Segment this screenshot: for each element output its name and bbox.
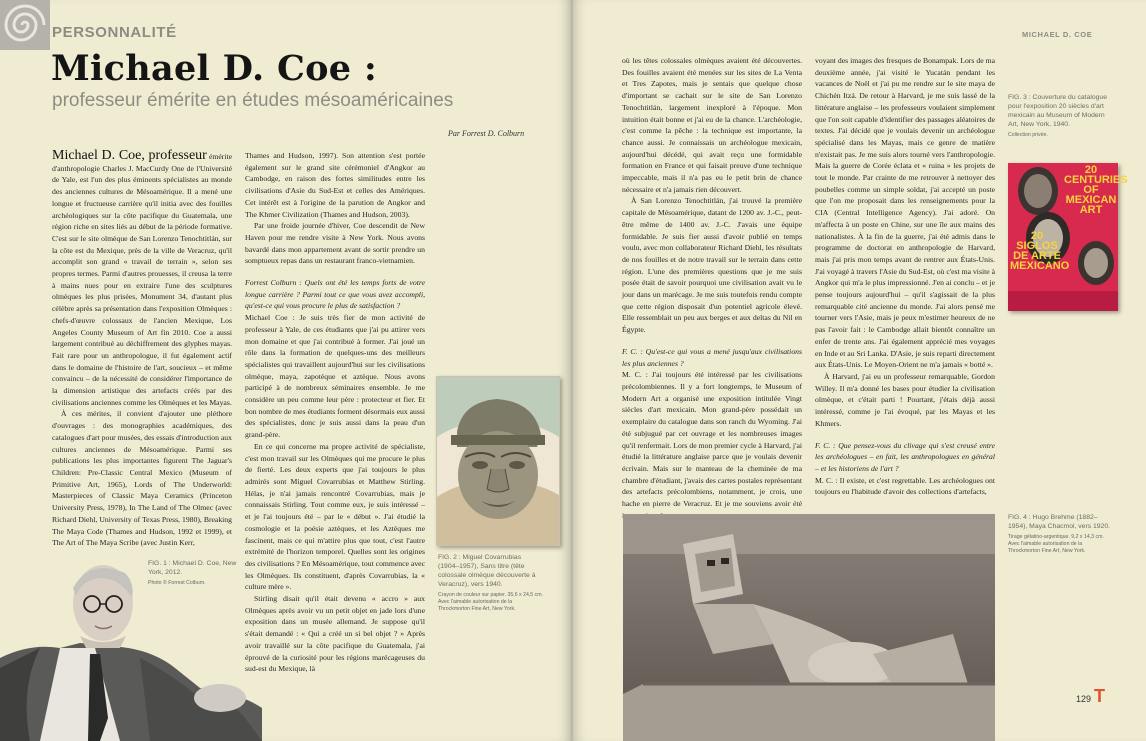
lead-in: Michael D. Coe, professeur: [52, 148, 207, 163]
figure-4-chacmool-photo: [623, 514, 995, 741]
text-column-4: [815, 55, 995, 510]
paragraph: où les têtes colossales olmèques avaient été découvertes. Des fouilles avaient été menées sur les sites de La Venta et Tres Zapotes, mais je sentais que quelque chose d'important se cachait sur le site de San Lorenzo Tenochtitlán, largement inexploré à l'époque. Mon intuition était bonne et j'ai eu de la chance. L'archéologie, c'est comme la pêche : la technique est importante, la chance aussi. Je connaissais un archéologue mexicain, aujourd'hui décédé, qui avait reçu une formidable formation en France et qui faisait preuve d'une technique impeccable, mais il n'a pas eu le petit brin de chance nécessaire et n'a jamais rien découvert.: [622, 56, 802, 194]
interview-answer: Michael Coe : Je suis très fier de mon activité de professeur à Yale, de ces étudiants que j'ai pu attirer vers mon domaine et que j'ai contribué à former. J'ai joué un rôle dans la formation de quelques-uns des meilleurs spécialistes qui travaillent aujourd'hui sur les civilisations olmèque, maya, zapotèque et aztèque. Nous avons participé à de nombreux séminaires ensemble. Je me considère un peu comme leur père : protecteur et fier. Et bon nombre de mes étudiants forment désormais eux aussi des spécialistes, donc je suis aussi dans la peau d'un grand-père.: [245, 313, 425, 440]
article-title: Michael D. Coe :: [51, 48, 378, 89]
figure-2-drawing: [436, 376, 560, 546]
paragraph: Thames and Hudson, 1997). Son attention s'est portée également sur le grand site cérémoniel d'Angkor au Cambodge, en raison des fortes similitudes entre les civilisations d'Asie du Sud-Est et celles des Amériques. Cet intérêt est à l'origine de la parution de Angkor and The Khmer Civilization (Thames and Hudson, 2003).: [245, 151, 425, 219]
caption-credit: Crayon de couleur sur papier. 35,6 x 24,5 cm. Avec l'aimable autorisation de la Throckmorton Fine Art, New York.: [438, 592, 543, 612]
poster-title-english: 20 CENTURIES OF MEXICAN ART: [1064, 164, 1128, 216]
caption-text: FIG. 3 : Couverture du catalogue pour l'exposition 20 siècles d'art mexicain au Museum of Modern Art, New York, 1940.: [1008, 94, 1107, 128]
interview-question: F. C. : Que pensez-vous du clivage qui s'est creusé entre les archéologues – en fait, les anthropologues en général – et les historiens de l'art ?: [815, 440, 995, 473]
caption-text: FIG. 1 : Michael D. Coe, New York, 2012.: [148, 560, 237, 576]
interview-question: F. C. : Qu'est-ce qui vous a mené jusqu'aux civilisations les plus anciennes ?: [622, 346, 802, 368]
page-number: 129: [1076, 694, 1092, 704]
figure-3-caption: [1008, 93, 1108, 139]
paragraph: À ces mérites, il convient d'ajouter une pléthore d'ouvrages : des monographies académiques, des catalogues d'art pour musées, des essais d'introduction aux cultures anciennes de Mésoamérique. Parmi ses publications les plus importantes figurent The Jaguar's Children: Pre-Classic Central Mexico (Museum of Primitive Art, 1965), Lords of The Underworld: Masterpieces of Classic Maya Ceramics (Princeton University Press, 1978), In The Land of The Olmec (avec Richard Diehl, University of Texas Press, 1980), Breaking The Maya Code (Thames and Hudson, 1992 et 1999), et The Art of The Maya Scribe (avec Justin Kerr,: [52, 409, 232, 548]
article-subtitle: professeur émérite en études mésoaméricaines: [52, 90, 454, 111]
byline: Par Forrest D. Colburn: [448, 129, 525, 138]
paragraph: voyant des images des fresques de Bonampak. Lors de ma deuxième année, j'ai visité le Yucatán pendant les vacances de Noël et j'ai pu me rendre sur le site maya de Chichén Itzá. De retour à Harvard, je me suis lassé de la littérature anglaise – les professeurs voulaient simplement que l'on soit capable d'identifier des passages aléatoires de textes. J'ai décidé que je voulais devenir un archéologue spécialisé dans les Mayas, mais ce genre de matière n'existait pas. Je me suis alors tourné vers l'anthropologie. Mais la guerre de Corée éclata et « ruina » les projets de tout le monde. Par crainte de me retrouver à nettoyer des poubelles comme un simple soldat, j'ai accepté un poste que l'on me proposait dans les renseignements pour la CIA (Central Intelligence Agency). J'ai adoré. On m'affecta à un poste en Chine, sur une île aux mains des nationalistes. À la fin de la guerre, j'ai été admis dans le programme de doctorat en anthropologie de Harvard, mais j'ai pris mon temps avant de rentrer aux États-Unis. J'ai voyagé à travers l'Asie du Sud-Est, où c'est ma visite à Angkor qui m'a le plus impressionné. J'en ai conclu – et je pense toujours aujourd'hui – qu'il s'agissait de la plus remarquable cité ancienne du monde. J'ai alors pensé me tourner vers l'Asie, mais je peux m'estimer heureux de ne pas l'avoir fait : le Cambodge allait bientôt connaître un enfer de trente ans. J'ai également apprécié mes voyages en Inde et au Sri Lanka. D'Asie, je suis reparti directement aux États-Unis. Le Moyen-Orient ne m'a jamais « botté ».: [815, 56, 995, 370]
caption-credit: Tirage gélatino-argentique. 9,2 x 14,3 cm. Avec l'aimable autorisation de la Throckmorton Fine Art, New York.: [1008, 534, 1104, 554]
figure-4-caption: [1008, 513, 1113, 554]
magazine-logo: T: [1094, 686, 1105, 706]
paragraph: À San Lorenzo Tenochtitlán, j'ai trouvé la première capitale de Mésoamérique, datant de 1200 av. J.-C., peut-être même de 1400 av. J.-C. J'avais une équipe formidable. Je suis fier aussi d'avoir publié en temps voulu, avec mon collaborateur Richard Diehl, les résultats de nos fouilles et de notre travail sur le terrain dans cette région. L'une des premières questions que je me suis posée était de savoir pourquoi une civilisation avait vu le jour dans un marécage. Je me suis toutefois rendu compte que cette région disposait d'un potentiel agricole élevé. Elle ressemblait un peu aux berges et aux deltas du Nil en Égypte.: [622, 196, 802, 335]
interview-answer: M. C. : J'ai toujours été intéressé par les civilisations précolombiennes. Il y a fort longtemps, le Museum of Modern Art a organisé une exposition intitulée Vingt siècles d'art mexicain. Mon grand-père possédait un exemplaire du catalogue dans son ranch du Wyoming. J'ai été subjugué par cet ouvrage et les nombreuses images qu'il renfermait. Lors de mon premier cycle à Harvard, j'ai étudié la littérature anglaise parce que je voulais devenir écrivain. Mais sur le manteau de la cheminée de ma chambre d'étudiant, j'avais des cartes postales représentant des artefacts précolombiens, notamment, je crois, une hache en pierre de Veracruz. Et je me souviens avoir été: [622, 370, 802, 509]
paragraph: À Harvard, j'ai eu un professeur remarquable, Gordon Willey. Il m'a donné les bases pour étudier la civilisation olmèque, et c'était parti ! Pourtant, j'étais déjà aussi intéressé, comme je l'ai évoqué, par les Mayas et les Khmers.: [815, 371, 995, 428]
text-column-2: [245, 150, 425, 674]
olmec-head-illustration: [437, 377, 559, 545]
spiral-logo-icon: [0, 0, 50, 50]
paragraph: Par une froide journée d'hiver, Coe descendit de New Haven pour me rendre visite à New York. Nous avons bavardé dans mon appartement avant de sortir prendre un somptueux repas dans un restaurant franco-vietnamien.: [245, 221, 425, 266]
text-column-1: [52, 150, 232, 550]
paragraph: Stirling disait qu'il était devenu « accro » aux Olmèques après avoir vu un petit objet en jade lors d'une exposition dans un musée allemand. Je suppose qu'il s'était demandé : « Qui a créé un si bel objet ? » Après avoir travaillé sur la côte pacifique du Guatemala, j'ai éprouvé de la curiosité pour les régions marécageuses du sud-est du Mexique, là: [245, 594, 425, 674]
text-column-3: [622, 55, 802, 515]
paragraph: En ce qui concerne ma propre activité de spécialiste, c'est mon travail sur les Olmèques qui me procure le plus de fierté. Les deux experts que j'ai toujours le plus admirés sont Miguel Covarrubias et Matthew Stirling. Hélas, je n'ai jamais rencontré Covarrubias, mais je connaissais Stirling. Tout comme eux, je suis intéressé – et je l'ai toujours été – par le « début ». J'ai étudié la cosmologie et la poésie aztèques, et les Aztèques me fascinent, mais ce qui m'attire plus que tout, c'est l'autre extrémité de l'horizon temporel. Quelles sont les origines des civilisations ? En Mésoamérique, tout commence avec les Olmèques. Ils constituent, d'après Covarrubias, la « culture mère ».: [245, 441, 425, 592]
running-head: MICHAEL D. COE: [1022, 30, 1093, 39]
caption-text: FIG. 4 : Hugo Brehme (1882–1954), Maya Chacmol, vers 1920.: [1008, 514, 1111, 530]
poster-title-spanish: 20 SIGLOS DE ARTE MEXICANO: [1010, 230, 1070, 272]
figure-3-catalogue-cover: [1008, 163, 1128, 311]
figure-2-caption: [438, 553, 543, 612]
caption-credit: Collection privée.: [1008, 132, 1048, 138]
left-page: [0, 0, 571, 741]
caption-text: FIG. 2 : Miguel Covarrubias (1904–1957), Sans titre (tête colossale olmèque découverte à Veracruz), vers 1940.: [438, 554, 536, 588]
section-label: PERSONNALITÉ: [52, 24, 177, 41]
paragraph: émérite d'anthropologie Charles J. MacCurdy One de l'Université de Yale, est l'un des plus éminents spécialistes au monde des anciennes cultures de Mésoamérique. Il a mené une longue et fructueuse carrière qu'il initia avec des fouilles archéologiques sur la côte pacifique du Guatemala, une région riche en sites liés au début de la période formative. C'est sur le site olmèque de San Lorenzo Tenochtitlán, sur la côte est du Mexique, près de la ville de Veracruz, qu'il accomplit son grand « travail de terrain », selon ses propres termes. Parmi d'autres prouesses, il creusa la terre à mains nues pour en extraire l'une des sculptures olmèques les plus prisées, Monument 34, d'autant plus célèbre après sa présentation dans l'exposition Olmèques : chefs-d'œuvre colossaux de l'ancien Mexique, Los Angeles County Museum of Art fin 2010. Coe a aussi largement contribué au déchiffrement des glyphes mayas. Fait rare pour un anthropologue, il fut également actif dans le domaine de l'histoire de l'art, soucieux – et même convaincu – de la nécessité de considérer l'importance de la dimension artistique des artefacts créés par des civilisations anciennes comme les Olmèques et les Mayas.: [52, 152, 233, 407]
caption-credit: Photo © Forrest Colburn.: [148, 580, 206, 586]
portrait-photo: [0, 548, 262, 741]
interview-answer: M. C. : Il existe, et c'est regrettable. Les archéologues ont toujours eu l'habitude d'avoir des collections d'artefacts,: [815, 475, 995, 497]
interview-question: Forrest Colburn : Quels ont été les temps forts de votre longue carrière ? Parmi tout ce que vous avez accompli, qu'est-ce qui vous procure le plus de satisfaction ?: [245, 278, 425, 311]
